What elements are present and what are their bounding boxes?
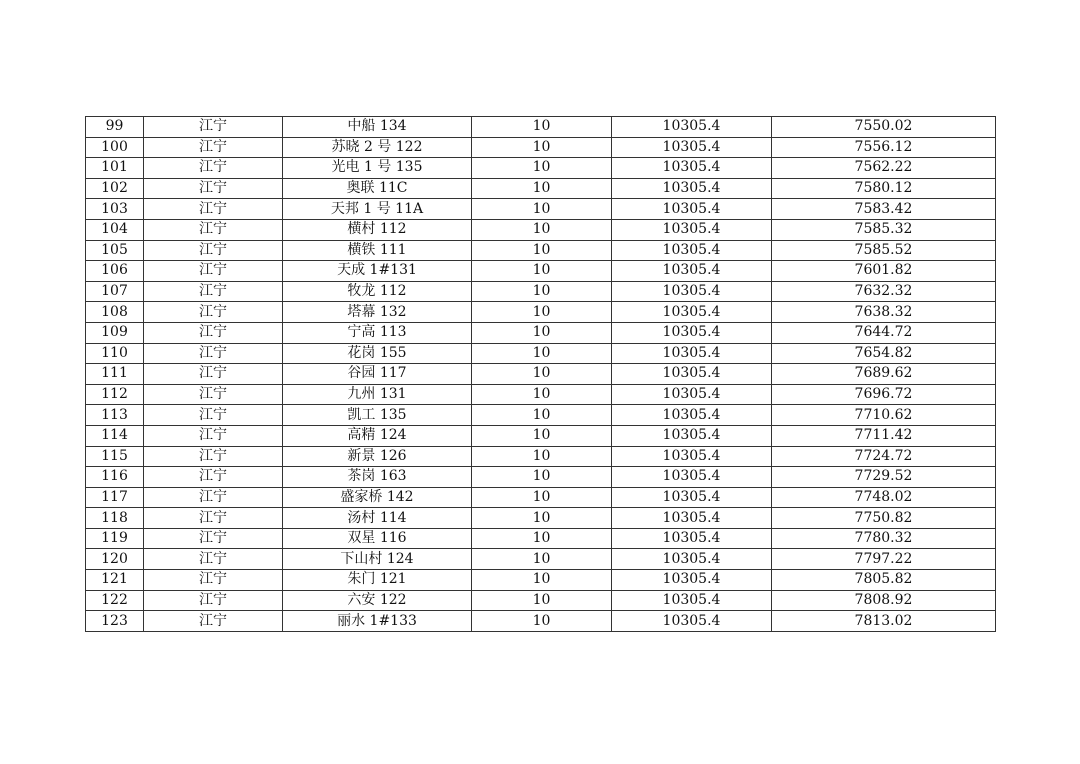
row-index-cell: 113 — [86, 405, 144, 426]
table-row — [86, 199, 996, 220]
value-a-cell: 10 — [472, 364, 612, 385]
value-b-cell: 10305.4 — [612, 219, 772, 240]
row-index-cell: 111 — [86, 364, 144, 385]
value-c-cell: 7797.22 — [772, 549, 996, 570]
value-c-cell: 7644.72 — [772, 322, 996, 343]
value-b-cell: 10305.4 — [612, 446, 772, 467]
district-cell: 江宁 — [144, 446, 283, 467]
row-index-cell: 108 — [86, 302, 144, 323]
district-cell: 江宁 — [144, 240, 283, 261]
row-index-cell: 103 — [86, 199, 144, 220]
district-cell: 江宁 — [144, 343, 283, 364]
station-name-cell: 新景 126 — [283, 446, 472, 467]
value-c-cell: 7750.82 — [772, 508, 996, 529]
value-a-cell: 10 — [472, 178, 612, 199]
value-a-cell: 10 — [472, 446, 612, 467]
district-cell: 江宁 — [144, 549, 283, 570]
row-index-cell: 107 — [86, 281, 144, 302]
station-name-cell: 天邦 1 号 11A — [283, 199, 472, 220]
value-b-cell: 10305.4 — [612, 528, 772, 549]
value-b-cell: 10305.4 — [612, 364, 772, 385]
table-row — [86, 528, 996, 549]
row-index-cell: 106 — [86, 261, 144, 282]
row-index-cell: 100 — [86, 137, 144, 158]
value-a-cell: 10 — [472, 467, 612, 488]
value-b-cell: 10305.4 — [612, 467, 772, 488]
table-row — [86, 487, 996, 508]
value-a-cell: 10 — [472, 137, 612, 158]
table-row — [86, 117, 996, 138]
value-b-cell: 10305.4 — [612, 117, 772, 138]
row-index-cell: 121 — [86, 570, 144, 591]
value-c-cell: 7780.32 — [772, 528, 996, 549]
station-name-cell: 花岗 155 — [283, 343, 472, 364]
station-name-cell: 茶岗 163 — [283, 467, 472, 488]
value-a-cell: 10 — [472, 158, 612, 179]
row-index-cell: 123 — [86, 611, 144, 632]
station-name-cell: 天成 1#131 — [283, 261, 472, 282]
value-c-cell: 7550.02 — [772, 117, 996, 138]
table-row — [86, 240, 996, 261]
value-b-cell: 10305.4 — [612, 322, 772, 343]
station-name-cell: 横村 112 — [283, 219, 472, 240]
row-index-cell: 119 — [86, 528, 144, 549]
table-row — [86, 364, 996, 385]
district-cell: 江宁 — [144, 322, 283, 343]
value-c-cell: 7585.52 — [772, 240, 996, 261]
table-row — [86, 570, 996, 591]
district-cell: 江宁 — [144, 467, 283, 488]
value-c-cell: 7710.62 — [772, 405, 996, 426]
value-a-cell: 10 — [472, 384, 612, 405]
value-a-cell: 10 — [472, 240, 612, 261]
value-a-cell: 10 — [472, 322, 612, 343]
table-row — [86, 611, 996, 632]
table-row — [86, 322, 996, 343]
value-b-cell: 10305.4 — [612, 261, 772, 282]
district-cell: 江宁 — [144, 590, 283, 611]
station-name-cell: 朱门 121 — [283, 570, 472, 591]
value-b-cell: 10305.4 — [612, 405, 772, 426]
station-name-cell: 横铁 111 — [283, 240, 472, 261]
value-c-cell: 7638.32 — [772, 302, 996, 323]
station-name-cell: 下山村 124 — [283, 549, 472, 570]
value-a-cell: 10 — [472, 549, 612, 570]
row-index-cell: 114 — [86, 425, 144, 446]
district-cell: 江宁 — [144, 425, 283, 446]
row-index-cell: 99 — [86, 117, 144, 138]
value-b-cell: 10305.4 — [612, 508, 772, 529]
value-b-cell: 10305.4 — [612, 425, 772, 446]
table-row — [86, 384, 996, 405]
station-name-cell: 丽水 1#133 — [283, 611, 472, 632]
value-a-cell: 10 — [472, 343, 612, 364]
station-name-cell: 盛家桥 142 — [283, 487, 472, 508]
station-name-cell: 谷园 117 — [283, 364, 472, 385]
district-cell: 江宁 — [144, 487, 283, 508]
district-cell: 江宁 — [144, 405, 283, 426]
value-a-cell: 10 — [472, 425, 612, 446]
table-row — [86, 302, 996, 323]
value-c-cell: 7696.72 — [772, 384, 996, 405]
value-a-cell: 10 — [472, 611, 612, 632]
value-a-cell: 10 — [472, 199, 612, 220]
value-c-cell: 7748.02 — [772, 487, 996, 508]
table-row — [86, 425, 996, 446]
table-row — [86, 405, 996, 426]
table-row — [86, 549, 996, 570]
row-index-cell: 118 — [86, 508, 144, 529]
value-c-cell: 7585.32 — [772, 219, 996, 240]
value-c-cell: 7805.82 — [772, 570, 996, 591]
value-c-cell: 7632.32 — [772, 281, 996, 302]
row-index-cell: 117 — [86, 487, 144, 508]
value-a-cell: 10 — [472, 570, 612, 591]
value-c-cell: 7724.72 — [772, 446, 996, 467]
station-name-cell: 高精 124 — [283, 425, 472, 446]
station-name-cell: 九州 131 — [283, 384, 472, 405]
row-index-cell: 104 — [86, 219, 144, 240]
value-c-cell: 7556.12 — [772, 137, 996, 158]
station-name-cell: 苏晓 2 号 122 — [283, 137, 472, 158]
value-c-cell: 7808.92 — [772, 590, 996, 611]
value-a-cell: 10 — [472, 117, 612, 138]
table-row — [86, 590, 996, 611]
table-row — [86, 508, 996, 529]
station-name-cell: 光电 1 号 135 — [283, 158, 472, 179]
district-cell: 江宁 — [144, 508, 283, 529]
row-index-cell: 102 — [86, 178, 144, 199]
district-cell: 江宁 — [144, 158, 283, 179]
station-name-cell: 六安 122 — [283, 590, 472, 611]
table-row — [86, 158, 996, 179]
row-index-cell: 120 — [86, 549, 144, 570]
value-c-cell: 7813.02 — [772, 611, 996, 632]
table-row — [86, 219, 996, 240]
row-index-cell: 109 — [86, 322, 144, 343]
district-cell: 江宁 — [144, 611, 283, 632]
table-row — [86, 467, 996, 488]
value-a-cell: 10 — [472, 487, 612, 508]
table-row — [86, 343, 996, 364]
table-row — [86, 446, 996, 467]
value-a-cell: 10 — [472, 508, 612, 529]
district-cell: 江宁 — [144, 219, 283, 240]
value-b-cell: 10305.4 — [612, 487, 772, 508]
table-row — [86, 281, 996, 302]
value-b-cell: 10305.4 — [612, 384, 772, 405]
district-cell: 江宁 — [144, 364, 283, 385]
station-name-cell: 中船 134 — [283, 117, 472, 138]
value-a-cell: 10 — [472, 219, 612, 240]
row-index-cell: 110 — [86, 343, 144, 364]
district-cell: 江宁 — [144, 137, 283, 158]
row-index-cell: 115 — [86, 446, 144, 467]
value-c-cell: 7601.82 — [772, 261, 996, 282]
row-index-cell: 112 — [86, 384, 144, 405]
value-a-cell: 10 — [472, 590, 612, 611]
station-name-cell: 塔幕 132 — [283, 302, 472, 323]
value-a-cell: 10 — [472, 261, 612, 282]
district-cell: 江宁 — [144, 261, 283, 282]
value-b-cell: 10305.4 — [612, 158, 772, 179]
row-index-cell: 122 — [86, 590, 144, 611]
district-cell: 江宁 — [144, 384, 283, 405]
value-c-cell: 7711.42 — [772, 425, 996, 446]
value-c-cell: 7580.12 — [772, 178, 996, 199]
station-name-cell: 汤村 114 — [283, 508, 472, 529]
table-row — [86, 137, 996, 158]
district-cell: 江宁 — [144, 570, 283, 591]
district-cell: 江宁 — [144, 199, 283, 220]
value-c-cell: 7654.82 — [772, 343, 996, 364]
district-cell: 江宁 — [144, 281, 283, 302]
district-cell: 江宁 — [144, 117, 283, 138]
value-a-cell: 10 — [472, 302, 612, 323]
value-b-cell: 10305.4 — [612, 570, 772, 591]
station-name-cell: 宁高 113 — [283, 322, 472, 343]
row-index-cell: 101 — [86, 158, 144, 179]
value-c-cell: 7562.22 — [772, 158, 996, 179]
value-b-cell: 10305.4 — [612, 343, 772, 364]
value-c-cell: 7689.62 — [772, 364, 996, 385]
value-b-cell: 10305.4 — [612, 281, 772, 302]
data-table — [85, 116, 996, 632]
station-name-cell: 奥联 11C — [283, 178, 472, 199]
district-cell: 江宁 — [144, 302, 283, 323]
table-row — [86, 261, 996, 282]
value-b-cell: 10305.4 — [612, 199, 772, 220]
row-index-cell: 105 — [86, 240, 144, 261]
district-cell: 江宁 — [144, 528, 283, 549]
value-a-cell: 10 — [472, 405, 612, 426]
station-name-cell: 凯工 135 — [283, 405, 472, 426]
row-index-cell: 116 — [86, 467, 144, 488]
value-a-cell: 10 — [472, 281, 612, 302]
value-b-cell: 10305.4 — [612, 302, 772, 323]
station-name-cell: 双星 116 — [283, 528, 472, 549]
table-row — [86, 178, 996, 199]
value-b-cell: 10305.4 — [612, 590, 772, 611]
value-c-cell: 7729.52 — [772, 467, 996, 488]
value-b-cell: 10305.4 — [612, 611, 772, 632]
value-b-cell: 10305.4 — [612, 549, 772, 570]
value-b-cell: 10305.4 — [612, 137, 772, 158]
district-cell: 江宁 — [144, 178, 283, 199]
value-a-cell: 10 — [472, 528, 612, 549]
table-body — [86, 117, 996, 632]
value-b-cell: 10305.4 — [612, 178, 772, 199]
value-b-cell: 10305.4 — [612, 240, 772, 261]
station-name-cell: 牧龙 112 — [283, 281, 472, 302]
value-c-cell: 7583.42 — [772, 199, 996, 220]
